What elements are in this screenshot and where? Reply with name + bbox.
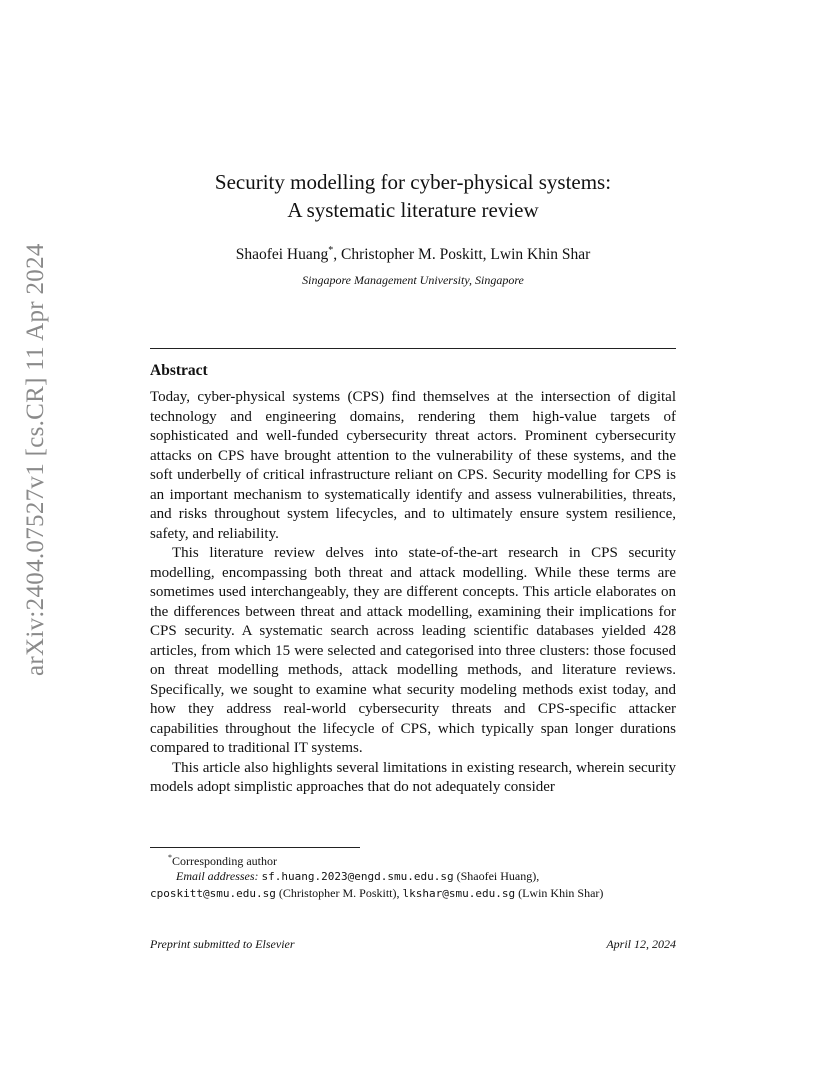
title-line-1: Security modelling for cyber-physical systems: xyxy=(214,170,612,194)
email-shar-name: (Lwin Khin Shar) xyxy=(518,886,604,900)
footer-date: April 12, 2024 xyxy=(606,937,676,951)
abstract-body xyxy=(150,388,676,798)
corresponding-mark: * xyxy=(328,245,334,256)
other-authors: , Christopher M. Poskitt, Lwin Khin Shar xyxy=(333,246,591,264)
email-poskitt[interactable]: cposkitt@smu.edu.sg xyxy=(150,887,276,900)
email-shar[interactable]: lkshar@smu.edu.sg xyxy=(402,887,516,900)
arxiv-identifier: arXiv:2404.07527v1 [cs.CR] 11 Apr 2024 xyxy=(22,243,49,676)
author-list xyxy=(150,245,676,264)
abstract-heading: Abstract xyxy=(150,362,208,379)
abstract-top-rule xyxy=(150,348,676,349)
email-huang-name: (Shaofei Huang), xyxy=(456,869,540,883)
paper-title xyxy=(150,168,676,224)
abstract-paragraph-1: Today, cyber-physical systems (CPS) find themselves at the intersection of digital technology and engineering domains, rendering them high-value targets of sophisticated and well-funded cybersecurity threat actors. Prominent cybersecurity attacks on CPS have brought attention to the vulnerability of these systems, and the soft underbelly of critical infrastructure reliant on CPS. Security modelling for CPS is an important mechanism to systematically identify and assess vulnerabilities, threats, and risks throughout system lifecycles, and to ultimately ensure system resilience, safety, and reliability. xyxy=(150,389,676,542)
footnote-corresponding-text: Corresponding author xyxy=(172,854,277,868)
affiliation: Singapore Management University, Singapore xyxy=(302,273,524,287)
email-label: Email addresses: xyxy=(176,869,259,883)
abstract-paragraph-3: This article also highlights several limitations in existing research, wherein security models adopt simplistic approaches that do not adequately consider xyxy=(150,759,676,795)
author-huang: Shaofei Huang xyxy=(235,246,329,264)
footnote-rule xyxy=(150,847,360,848)
email-huang[interactable]: sf.huang.2023@engd.smu.edu.sg xyxy=(261,870,454,883)
footnote-emails-line-2 xyxy=(150,884,676,903)
email-poskitt-name: (Christopher M. Poskitt), xyxy=(278,886,400,900)
title-line-2: A systematic literature review xyxy=(287,198,539,222)
abstract-paragraph-2: This literature review delves into state-of-the-art research in CPS security modelling, encompassing both threat and attack modelling. While these terms are sometimes used interchangeably, they are different concepts. This article elaborates on the differences between threat and attack modelling, examining their implications for CPS security. A systematic search across leading scientific databases yielded 428 articles, from which 15 were selected and categorised into three clusters: those focused on threat modelling methods, attack modelling methods, and literature reviews. Specifically, we sought to examine what security modeling methods exist today, and how they address real-world cybersecurity threats and CPS-specific attacker capabilities throughout the lifecycle of CPS, which typically span longer durations compared to traditional IT systems. xyxy=(150,545,676,756)
footnote-mark: * xyxy=(168,853,172,862)
footer-preprint-note: Preprint submitted to Elsevier xyxy=(150,937,295,951)
